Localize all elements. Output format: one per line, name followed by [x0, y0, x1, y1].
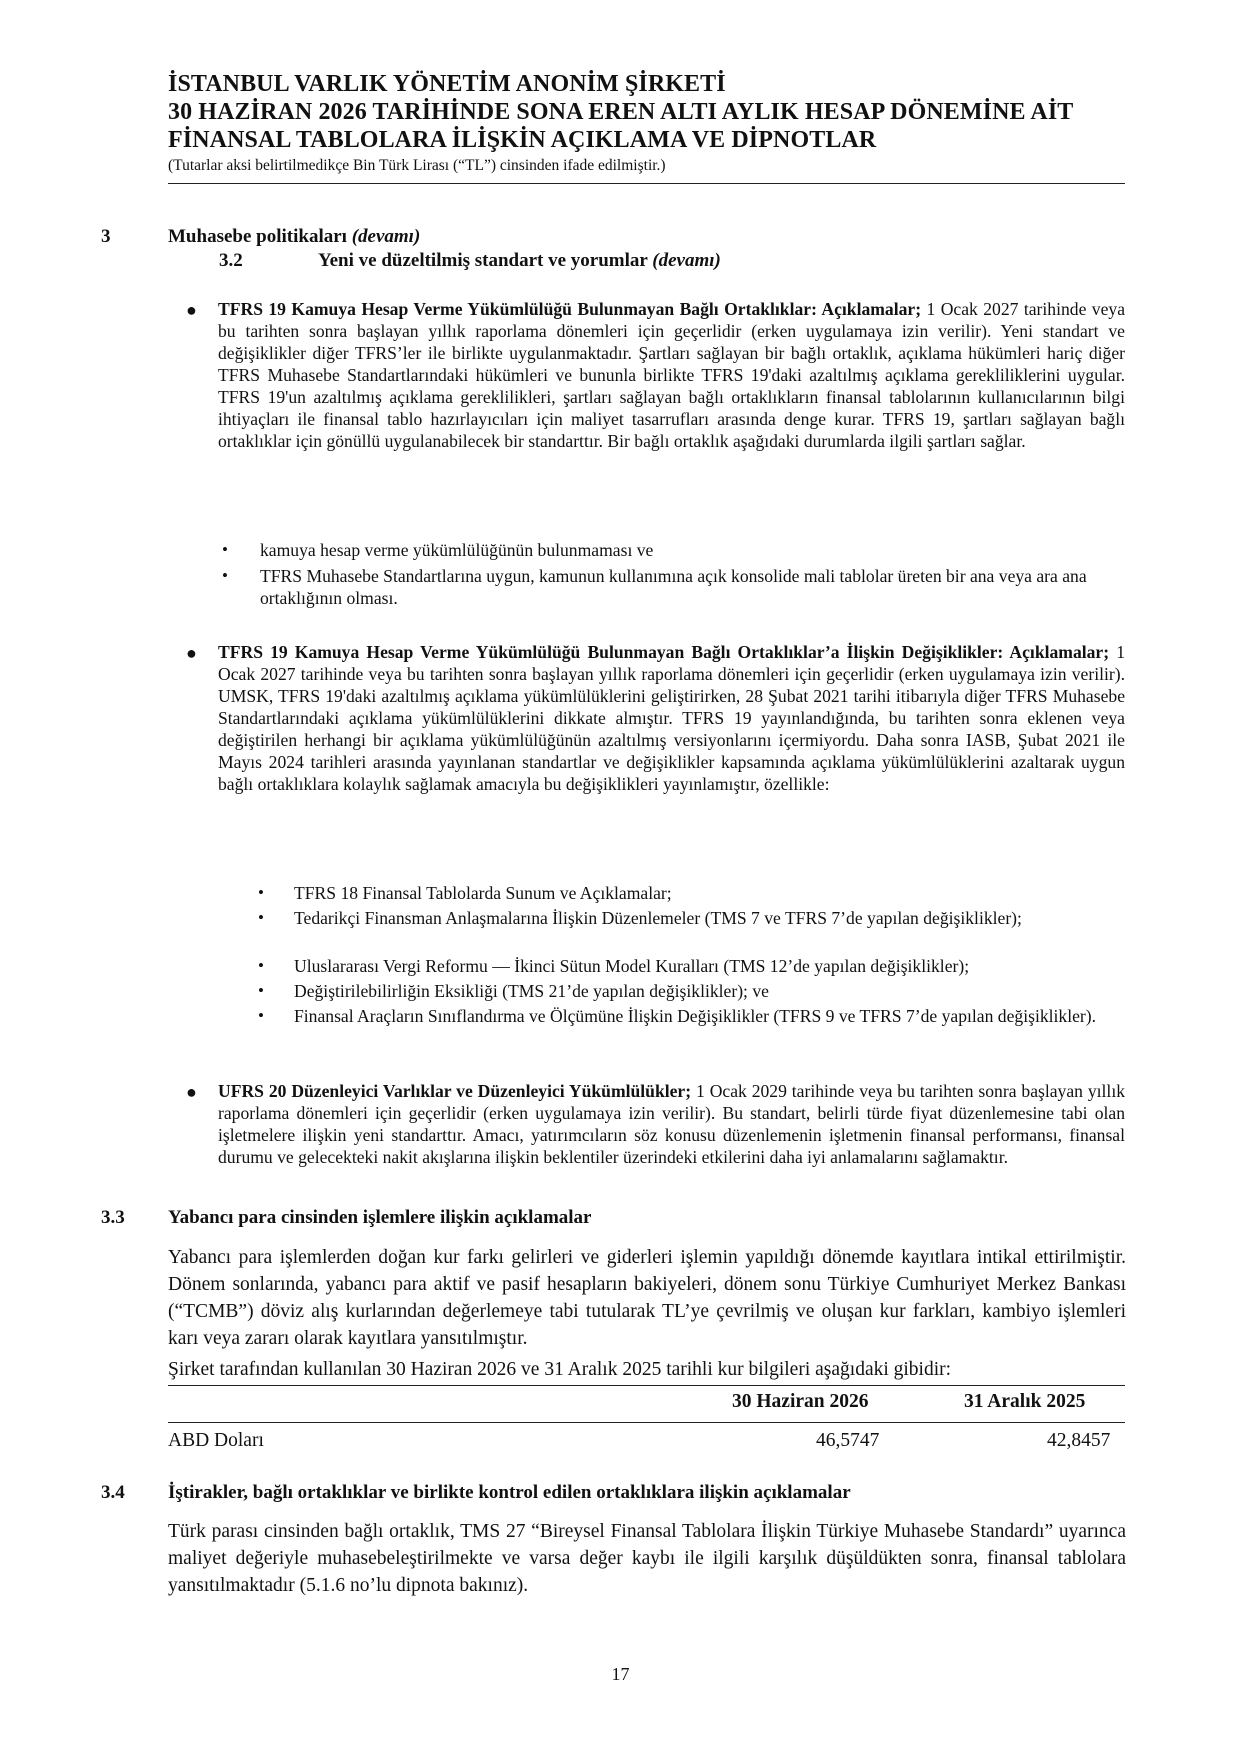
column-header: 30 Haziran 2026	[732, 1391, 869, 1412]
list-item: Değiştirilebilirliğin Eksikliği (TMS 21’de yapılan değişiklikler); ve	[294, 981, 769, 1001]
list-item: Finansal Araçların Sınıflandırma ve Ölçümüne İlişkin Değişiklikler (TFRS 9 ve TFRS 7’de yapılan değişiklikler).	[294, 1006, 1097, 1026]
subsection-title-text: Yeni ve düzeltilmiş standart ve yorumlar	[318, 250, 648, 271]
report-title: FİNANSAL TABLOLARA İLİŞKİN AÇIKLAMA VE DİPNOTLAR	[168, 127, 877, 153]
small-bullet-icon: •	[222, 540, 228, 559]
list-item: Uluslararası Vergi Reformu — İkinci Sütun Model Kuralları (TMS 12’de yapılan değişiklikler);	[294, 956, 970, 976]
tfrs19-paragraph	[218, 298, 1125, 452]
small-bullet-icon: •	[258, 956, 264, 975]
page-number: 17	[611, 1664, 630, 1684]
list-item: kamuya hesap verme yükümlülüğünün bulunmaması ve	[260, 540, 654, 560]
fx-paragraph: Yabancı para işlemlerden doğan kur farkı gelirleri ve giderleri işlemin yapıldığı dönemde kayıtlara intikal ettirilmiştir. Dönem sonlarında, yabancı para aktif ve pasif hesapların bakiyeleri, dönem sonu Türkiye Cumhuriyet Merkez Bankası (“TCMB”) döviz alış kurlarından değerlemeye tabi tutularak TL’ye çevrilmiş ve oluşan kur farkları, kambiyo işlemleri karı veya zararı olarak kayıtlara yansıtılmıştır.	[168, 1247, 1126, 1349]
tfrs19-amendments-lead: TFRS 19 Kamuya Hesap Verme Yükümlülüğü Bulunmayan Bağlı Ortaklıklar’a İlişkin Değişiklikler: Açıklamalar;	[218, 642, 1110, 662]
table-top-rule	[168, 1385, 1125, 1386]
section-number: 3.4	[101, 1482, 125, 1503]
small-bullet-icon: •	[258, 908, 264, 927]
ufrs20-lead: UFRS 20 Düzenleyici Varlıklar ve Düzenleyici Yükümlülükler;	[218, 1081, 692, 1101]
company-name: İSTANBUL VARLIK YÖNETİM ANONİM ŞİRKETİ	[168, 71, 726, 97]
small-bullet-icon: •	[222, 566, 228, 585]
table-cell: 42,8457	[1047, 1430, 1111, 1451]
section-title-suffix: (devamı)	[351, 226, 421, 247]
small-bullet-icon: •	[258, 1006, 264, 1025]
list-item: TFRS Muhasebe Standartlarına uygun, kamunun kullanımına açık konsolide mali tablolar üreten bir ana veya ara ana ortaklığının olması.	[260, 566, 1087, 608]
subsidiaries-paragraph: Türk parası cinsinden bağlı ortaklık, TMS 27 “Bireysel Finansal Tablolara İlişkin Türkiye Muhasebe Standardı” uyarınca maliyet değeriyle muhasebeleştirilmekte ve varsa değer kaybı ile ilgili karşılık düşüldükten sonra, finansal tablolara yansıtılmaktadır (5.1.6 no’lu dipnota bakınız).	[168, 1521, 1126, 1596]
fx-intro-paragraph: Şirket tarafından kullanılan 30 Haziran 2026 ve 31 Aralık 2025 tarihli kur bilgileri aşağıdaki gibidir:	[168, 1359, 952, 1380]
tfrs19-lead: TFRS 19 Kamuya Hesap Verme Yükümlülüğü Bulunmayan Bağlı Ortaklıklar: Açıklamalar;	[218, 299, 922, 319]
report-period-title: 30 HAZİRAN 2026 TARİHİNDE SONA EREN ALTI AYLIK HESAP DÖNEMİNE AİT	[168, 99, 1074, 125]
section-title: İştirakler, bağlı ortaklıklar ve birlikte kontrol edilen ortaklıklara ilişkin açıklamalar	[168, 1482, 851, 1503]
small-bullet-icon: •	[258, 981, 264, 1000]
subsection-title	[318, 250, 721, 272]
header-divider	[168, 183, 1125, 184]
subsection-number: 3.2	[219, 250, 243, 271]
section-title: Yabancı para cinsinden işlemlere ilişkin açıklamalar	[168, 1207, 592, 1228]
table-row-label: ABD Doları	[168, 1430, 264, 1451]
tfrs19-amendments-text: 1 Ocak 2027 tarihinde veya bu tarihten sonra başlayan yıllık raporlama dönemleri için geçerlidir (erken uygulamaya izin verilir). UMSK, TFRS 19'daki azaltılmış açıklama yükümlülüklerini geliştirirken, 28 Şubat 2021 tarihi itibarıyla diğer TFRS Muhasebe Standartlarındaki açıklama yükümlülüklerini dikkate almıştır. TFRS 19 yayınlandığında, bu tarihten sonra eklenen veya değiştirilen herhangi bir açıklama yükümlülüğünün azaltılmış versiyonlarını içermiyordu. Daha sonra IASB, Şubat 2021 ile Mayıs 2024 tarihleri arasında yayınlanan standartlar ve değişiklikler kapsamında açıklama yükümlülüklerini azaltarak uygun bağlı ortaklıklara kolaylık sağlamak amacıyla bu değişiklikleri yayınlamıştır, özellikle:	[218, 642, 1126, 794]
currency-note: (Tutarlar aksi belirtilmedikçe Bin Türk Lirası (“TL”) cinsinden ifade edilmiştir.)	[168, 157, 666, 174]
ufrs20-paragraph	[218, 1080, 1125, 1168]
small-bullet-icon: •	[258, 883, 264, 902]
report-header	[168, 70, 1126, 176]
bullet-icon: ●	[186, 300, 197, 320]
tfrs19-text: 1 Ocak 2027 tarihinde veya bu tarihten sonra başlayan yıllık raporlama dönemleri için geçerlidir (erken uygulamaya izin verilir). Yeni standart ve değişiklikler diğer TFRS’ler ile birlikte uygulanmaktadır. Şartları sağlayan bir bağlı ortaklık, açıklama hükümleri hariç diğer TFRS Muhasebe Standartlarındaki hükümleri ve bununla birlikte TFRS 19'daki azaltılmış açıklama gerekliliklerini uygular. TFRS 19'un azaltılmış açıklama gereklilikleri, şartları sağlayan bağlı ortaklıkların finansal tablolarının kullanıcılarının bilgi ihtiyaçları ile finansal tablo hazırlayıcıları için maliyet tasarrufları arasında denge kurar. TFRS 19, şartları sağlayan bağlı ortaklıklar için gönüllü uygulanabilecek bir standarttır. Bir bağlı ortaklık aşağıdaki durumlarda ilgili şartları sağlar.	[218, 299, 1126, 451]
section-title	[168, 226, 420, 248]
table-cell: 46,5747	[816, 1430, 880, 1451]
section-title-text: Muhasebe politikaları	[168, 226, 347, 247]
tfrs19-amendments-paragraph	[218, 641, 1125, 795]
ufrs20-text: 1 Ocak 2029 tarihinde veya bu tarihten sonra başlayan yıllık raporlama dönemleri için geçerlidir (erken uygulamaya izin verilir). Bu standart, belirli türde fiyat düzenlemesine tabi olan işletmelere ilişkin yeni standarttır. Amacı, yatırımcıların söz konusu düzenlemenin işletmenin finansal performansı, finansal durumu ve gelecekteki nakit akışlarına ilişkin beklentiler üzerindeki etkilerini daha iyi anlamalarını sağlamaktır.	[218, 1081, 1125, 1167]
section-number: 3	[101, 226, 111, 247]
list-item: Tedarikçi Finansman Anlaşmalarına İlişkin Düzenlemeler (TMS 7 ve TFRS 7’de yapılan değişiklikler);	[294, 908, 1022, 928]
list-item: TFRS 18 Finansal Tablolarda Sunum ve Açıklamalar;	[294, 883, 672, 903]
section-number: 3.3	[101, 1207, 125, 1228]
bullet-icon: ●	[186, 643, 197, 663]
column-header: 31 Aralık 2025	[964, 1391, 1086, 1412]
bullet-icon: ●	[186, 1082, 197, 1102]
table-header-rule	[168, 1422, 1125, 1423]
subsection-title-suffix: (devamı)	[652, 250, 721, 271]
